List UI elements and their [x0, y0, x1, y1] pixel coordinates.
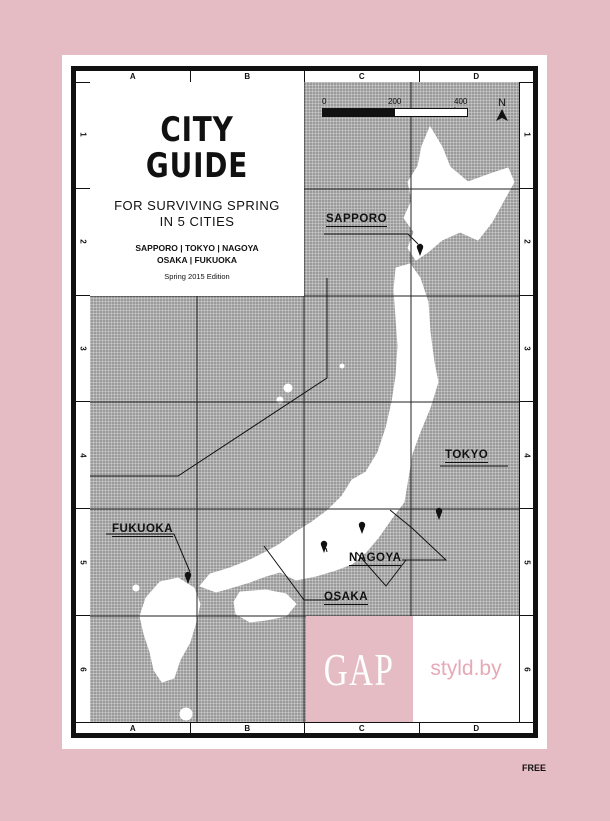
grid-row-2: 2: [78, 239, 88, 244]
guide-title-panel: [90, 82, 304, 296]
price-label: FREE: [522, 763, 547, 773]
scale-bar: [322, 97, 468, 117]
subtitle-line-1: FOR SURVIVING SPRING: [114, 198, 280, 213]
city-label-osaka[interactable]: OSAKA: [324, 591, 369, 603]
edition-label: Spring 2015 Edition: [164, 272, 230, 281]
city-label-nagoya[interactable]: NAGOYA: [349, 552, 402, 564]
inset-leader-line: [90, 278, 327, 476]
grid-col-a: A: [76, 71, 191, 82]
pin-tokyo-icon[interactable]: [436, 508, 442, 520]
grid-col-d: D: [473, 72, 480, 81]
grid-row-4: 4: [522, 453, 532, 458]
subtitle-line-2: IN 5 CITIES: [159, 214, 235, 229]
grid-row-6: 6: [522, 666, 532, 672]
pin-fukuoka-icon[interactable]: [185, 572, 191, 584]
grid-row-2: 2: [522, 239, 532, 244]
scale-label-200: 200: [388, 97, 402, 106]
grid-row-3: 3: [522, 346, 532, 351]
city-label-tokyo[interactable]: TOKYO: [445, 449, 489, 461]
city-list-line-1: SAPPORO | TOKYO | NAGOYA: [135, 243, 259, 253]
grid-row-3: 3: [78, 346, 88, 351]
grid-row-labels-right: [519, 82, 534, 722]
city-label-sapporo[interactable]: SAPPORO: [326, 213, 388, 225]
gap-logo: GAP: [324, 643, 395, 695]
grid-col-c: C: [305, 723, 420, 734]
title-line-guide: GUIDE: [145, 146, 249, 186]
page-title: [109, 112, 284, 184]
grid-row-4: 4: [78, 453, 88, 458]
grid-col-b: B: [191, 71, 306, 82]
guide-subtitle: [90, 198, 304, 230]
grid-col-d: D: [473, 724, 480, 733]
styld-logo-panel[interactable]: [413, 616, 519, 722]
city-list: [90, 242, 304, 266]
grid-row-5: 5: [522, 559, 532, 565]
city-label-fukuoka[interactable]: FUKUOKA: [112, 523, 173, 535]
grid-row-1: 1: [78, 132, 88, 138]
north-arrow: [495, 97, 509, 124]
grid-row-5: 5: [78, 559, 88, 565]
gap-logo-panel[interactable]: [306, 616, 413, 722]
city-guide-poster: [62, 55, 547, 749]
north-arrow-icon: [495, 109, 509, 121]
grid-column-labels-bottom: [76, 722, 533, 734]
scale-bar-graphic: [322, 108, 468, 117]
city-list-line-2: OSAKA | FUKUOKA: [157, 255, 237, 265]
grid-col-c: C: [305, 71, 420, 82]
grid-row-labels-left: [76, 82, 91, 722]
grid-col-a: A: [76, 723, 191, 734]
styld-logo: styld.by: [430, 657, 502, 680]
grid-row-1: 1: [522, 132, 532, 138]
north-label: N: [498, 97, 506, 109]
scale-label-0: 0: [322, 97, 327, 106]
scale-label-400: 400: [454, 97, 468, 106]
grid-row-6: 6: [78, 666, 88, 672]
title-line-city: CITY: [160, 110, 234, 150]
grid-col-b: B: [191, 723, 306, 734]
